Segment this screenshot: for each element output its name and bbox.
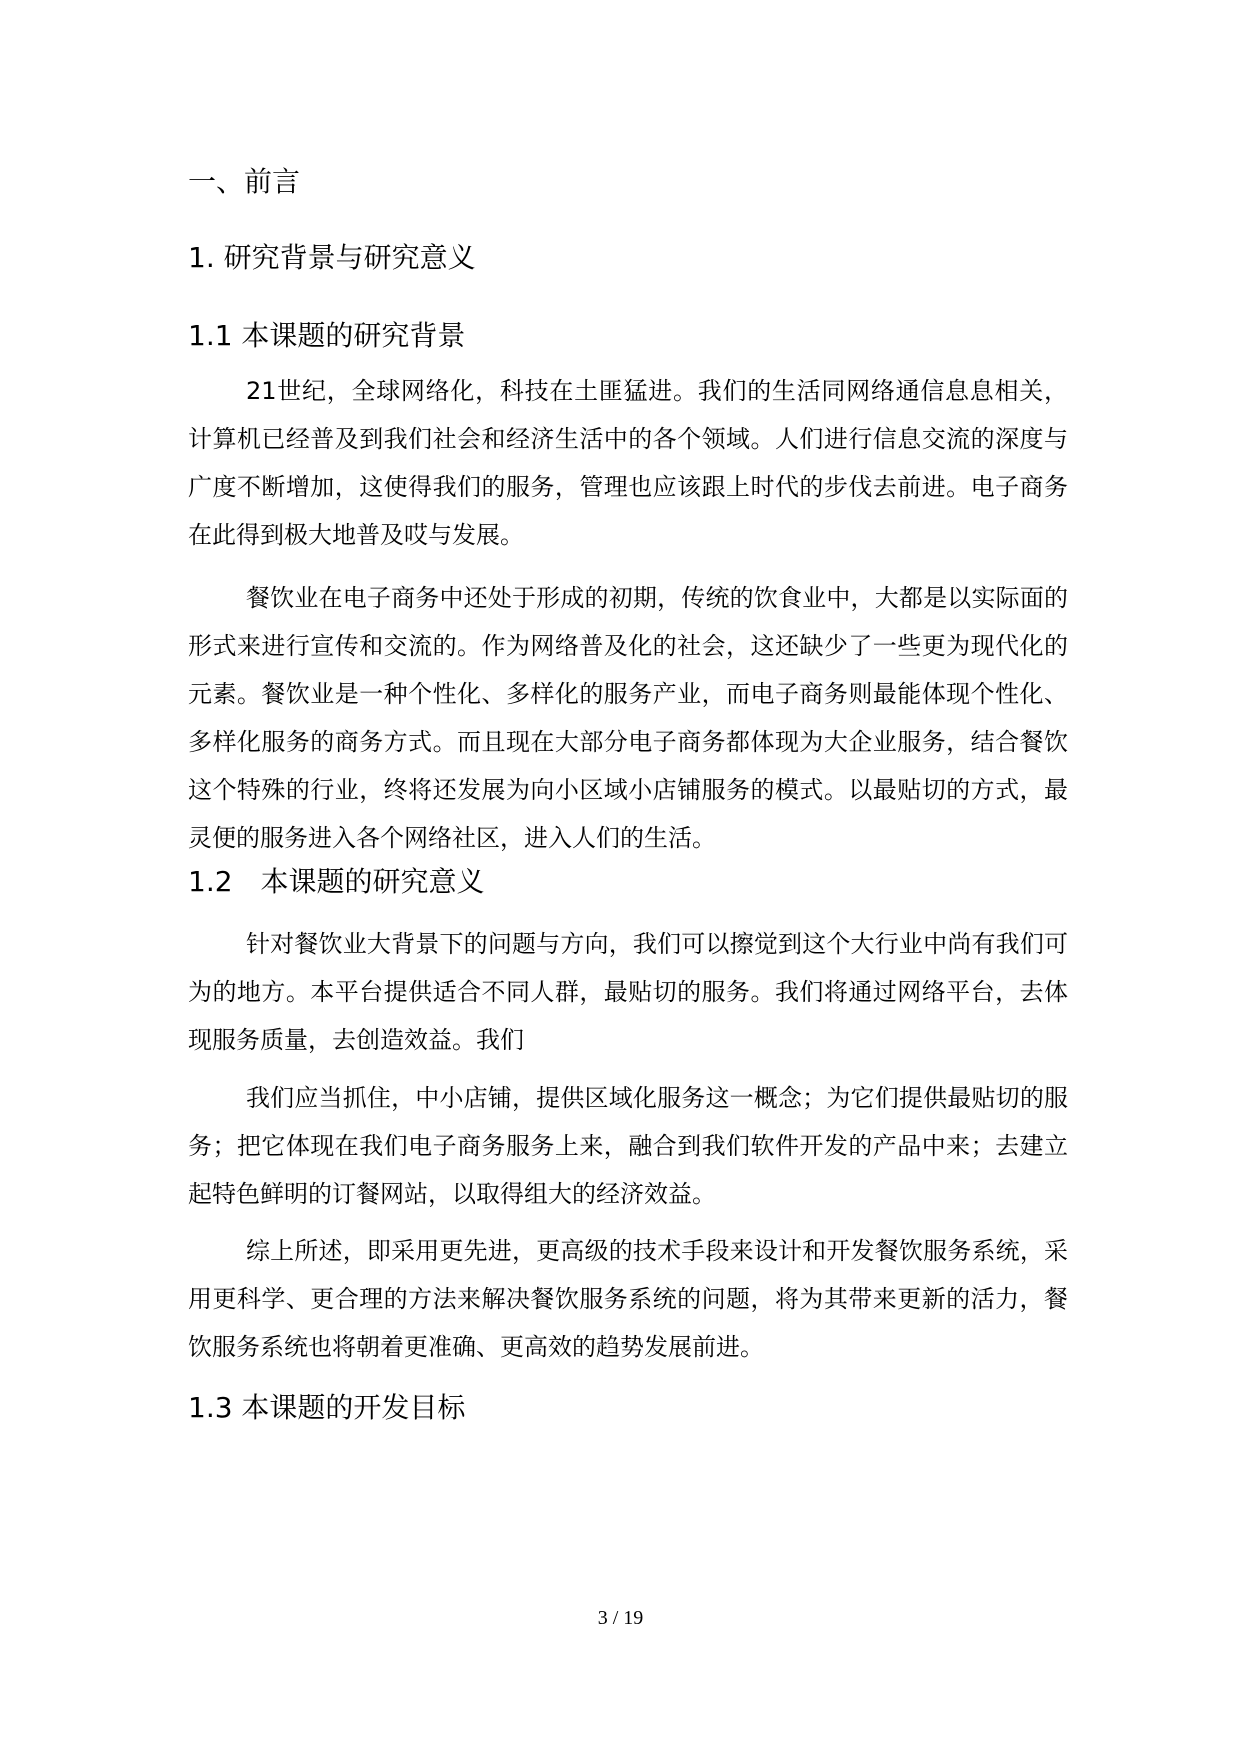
heading-research-significance: 1.2 本课题的研究意义 xyxy=(188,865,485,898)
paragraph-background-2: 餐饮业在电子商务中还处于形成的初期，传统的饮食业中，大都是以实际面的形式来进行宣传和交流的。作为网络普及化的社会，这还缺少了一些更为现代化的元素。餐饮业是一种个性化、多样化的服务产业，而电子商务则最能体现个性化、多样化服务的商务方式。而且现在大部分电子商务都体现为大企业服务，结合餐饮这个特殊的行业，终将还发展为向小区域小店铺服务的模式。以最贴切的方式，最灵便的服务进入各个网络社区，进入人们的生活。 xyxy=(188,584,1068,852)
heading-research-background: 1.1 本课题的研究背景 xyxy=(188,319,466,352)
heading-development-goal: 1.3 本课题的开发目标 xyxy=(188,1391,466,1424)
paragraph-significance-1: 针对餐饮业大背景下的问题与方向，我们可以擦觉到这个大行业中尚有我们可为的地方。本平台提供适合不同人群，最贴切的服务。我们将通过网络平台，去体现服务质量，去创造效益。我们 xyxy=(188,930,1068,1054)
heading-research-background-significance: 1. 研究背景与研究意义 xyxy=(188,241,476,274)
page-number: 3 / 19 xyxy=(597,1607,644,1629)
paragraph-background-1: 21世纪，全球网络化，科技在土匪猛进。我们的生活同网络通信息息相关，计算机已经普及到我们社会和经济生活中的各个领域。人们进行信息交流的深度与广度不断增加，这使得我们的服务，管理也应该跟上时代的步伐去前进。电子商务在此得到极大地普及哎与发展。 xyxy=(188,377,1068,549)
section-heading-preface: 一、前言 xyxy=(188,165,301,198)
paragraph-significance-2: 我们应当抓住，中小店铺，提供区域化服务这一概念；为它们提供最贴切的服务；把它体现在我们电子商务服务上来，融合到我们软件开发的产品中来；去建立起特色鲜明的订餐网站，以取得组大的经济效益。 xyxy=(188,1084,1068,1208)
paragraph-significance-3: 综上所述，即采用更先进，更高级的技术手段来设计和开发餐饮服务系统，采用更科学、更合理的方法来解决餐饮服务系统的问题，将为其带来更新的活力，餐饮服务系统也将朝着更准确、更高效的趋势发展前进。 xyxy=(188,1237,1068,1361)
